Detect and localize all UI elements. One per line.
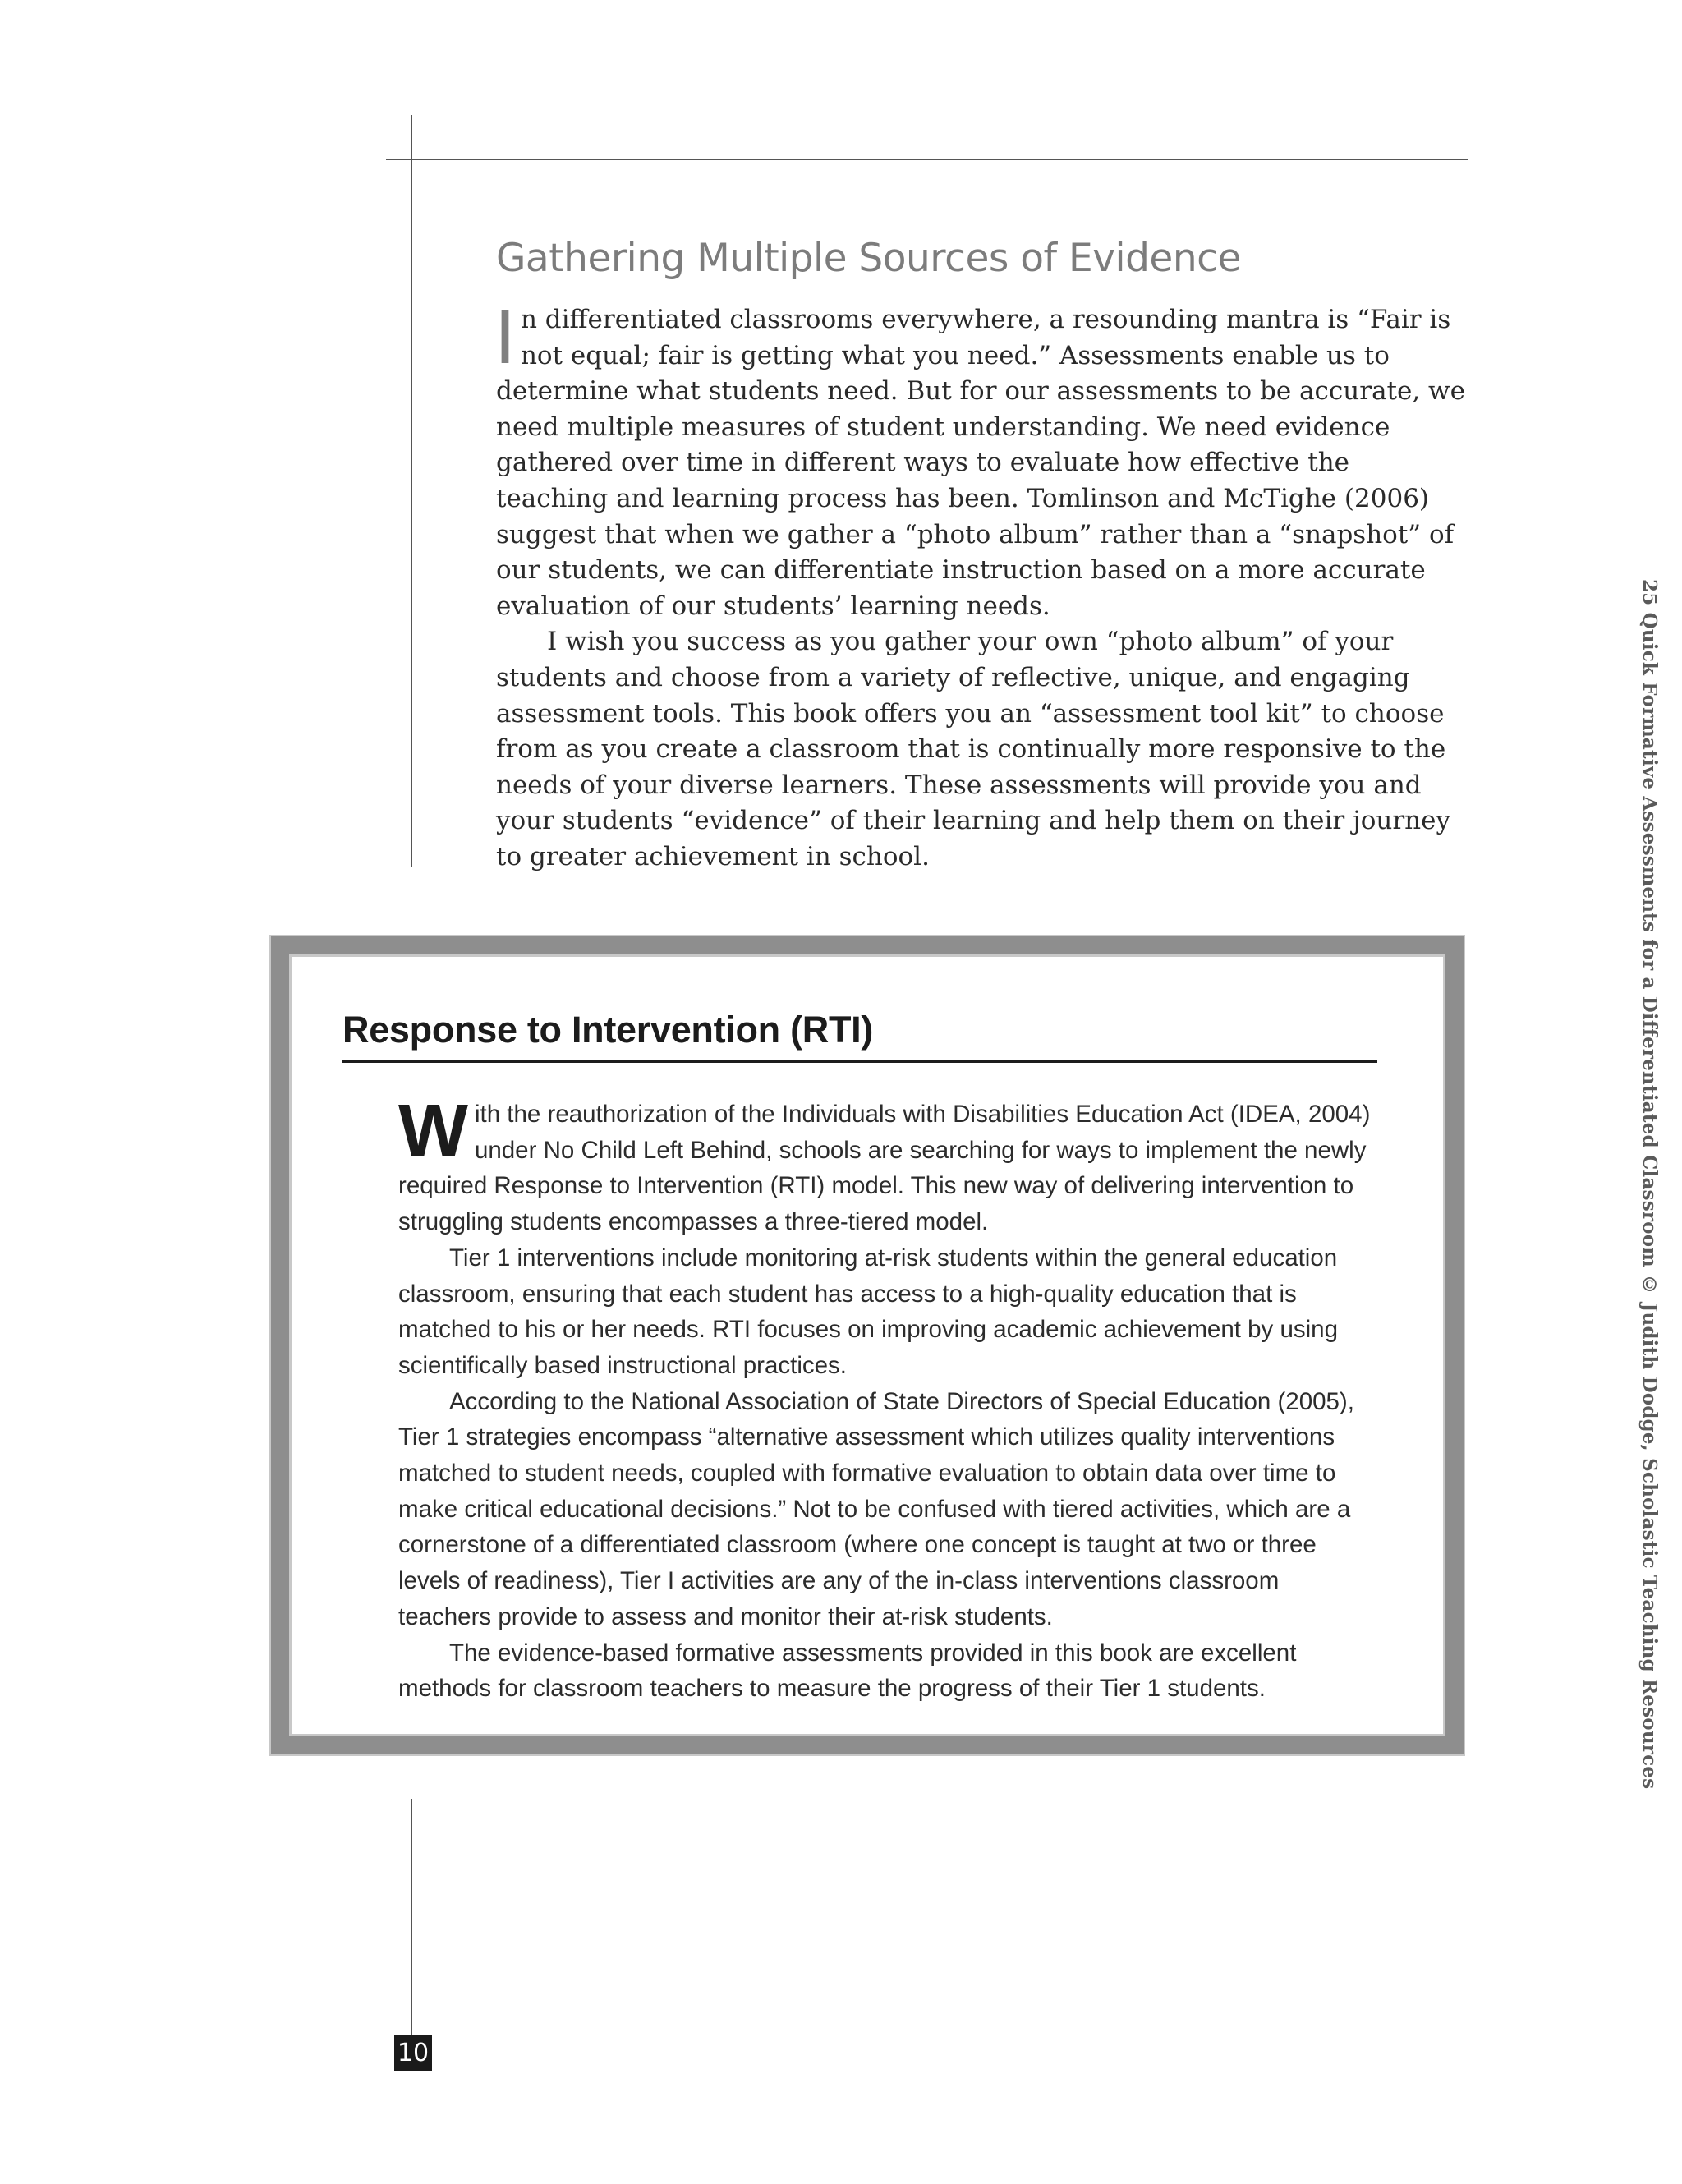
section-body xyxy=(494,296,1465,876)
running-title: 25 Quick Formative Assessments for a Differentiated Classroom © Judith Dodge, Scholastic Teaching Resources xyxy=(1638,579,1661,1790)
rti-sidebar-body xyxy=(398,1090,1376,1707)
rti-paragraph-3: According to the National Association of State Directors of Special Education (2005), Tier 1 strategies encompass “alternative assessment which utilizes quality interventions matched to student needs, coupled with formative evaluation to obtain data over time to make critical educational decisions.” Not to be confused with tiered activities, which are a cornerstone of a differentiated classroom (where one concept is taught at two or three levels of readiness), Tier I activities are any of the in-class interventions classroom teachers provide to assess and monitor their at-risk students. xyxy=(398,1387,1354,1630)
rti-sidebar-title: Response to Intervention (RTI) xyxy=(342,1006,1377,1063)
rti-paragraph-1-text: ith the reauthorization of the Individuals with Disabilities Education Act (IDEA, 2004) under No Child Left Behind, schools are searching for ways to implement the newly required Response to Intervention (RTI) model. This new way of delivering intervention to struggling students encompasses a three-tiered model. xyxy=(398,1101,1371,1236)
section-paragraph-1 xyxy=(494,296,1465,624)
main-section xyxy=(496,230,1465,876)
bottom-vertical-rule xyxy=(411,1799,412,2070)
drop-cap: I xyxy=(494,296,516,380)
section-paragraph-2: I wish you success as you gather your own “photo album” of your students and choose from a variety of reflective, unique, and engaging assessment tools. This book offers you an “assessment tool kit” to choose from as you create a classroom that is continually more responsive to the needs of your diverse learners. These assessments will provide you and your students “evidence” of their learning and help them on their journey to greater achievement in school. xyxy=(496,627,1450,871)
top-horizontal-rule xyxy=(386,159,1468,160)
section-paragraph-1-text: n differentiated classrooms everywhere, a resounding mantra is “Fair is not equal; fair is getting what you need.” Assessments enable us to determine what students need. But for our assessments to be accurate, we need multiple measures of student understanding. We need evidence gathered over time in different ways to evaluate how effective the teaching and learning process has been. Tomlinson and McTighe (2006) suggest that when we gather a “photo album” rather than a “snapshot” of our students, we can differentiate instruction based on a more accurate evaluation of our students’ learning needs. xyxy=(496,305,1465,621)
drop-cap: W xyxy=(398,1090,468,1172)
rti-paragraph-4: The evidence-based formative assessments provided in this book are excellent methods for classroom teachers to measure the progress of their Tier 1 students. xyxy=(398,1639,1297,1703)
top-vertical-rule xyxy=(411,115,412,867)
section-heading: Gathering Multiple Sources of Evidence xyxy=(496,236,1241,281)
rti-paragraph-1 xyxy=(398,1090,1376,1240)
rti-sidebar-inner xyxy=(289,954,1445,1736)
rti-paragraph-2: Tier 1 interventions include monitoring at-risk students within the general education classroom, ensuring that each student has access to a high-quality education that is matched to his or her needs. RTI focuses on improving academic achievement by using scientifically based instructional practices. xyxy=(398,1244,1338,1379)
page-number: 10 xyxy=(394,2035,432,2071)
rti-sidebar-box xyxy=(269,935,1465,1756)
